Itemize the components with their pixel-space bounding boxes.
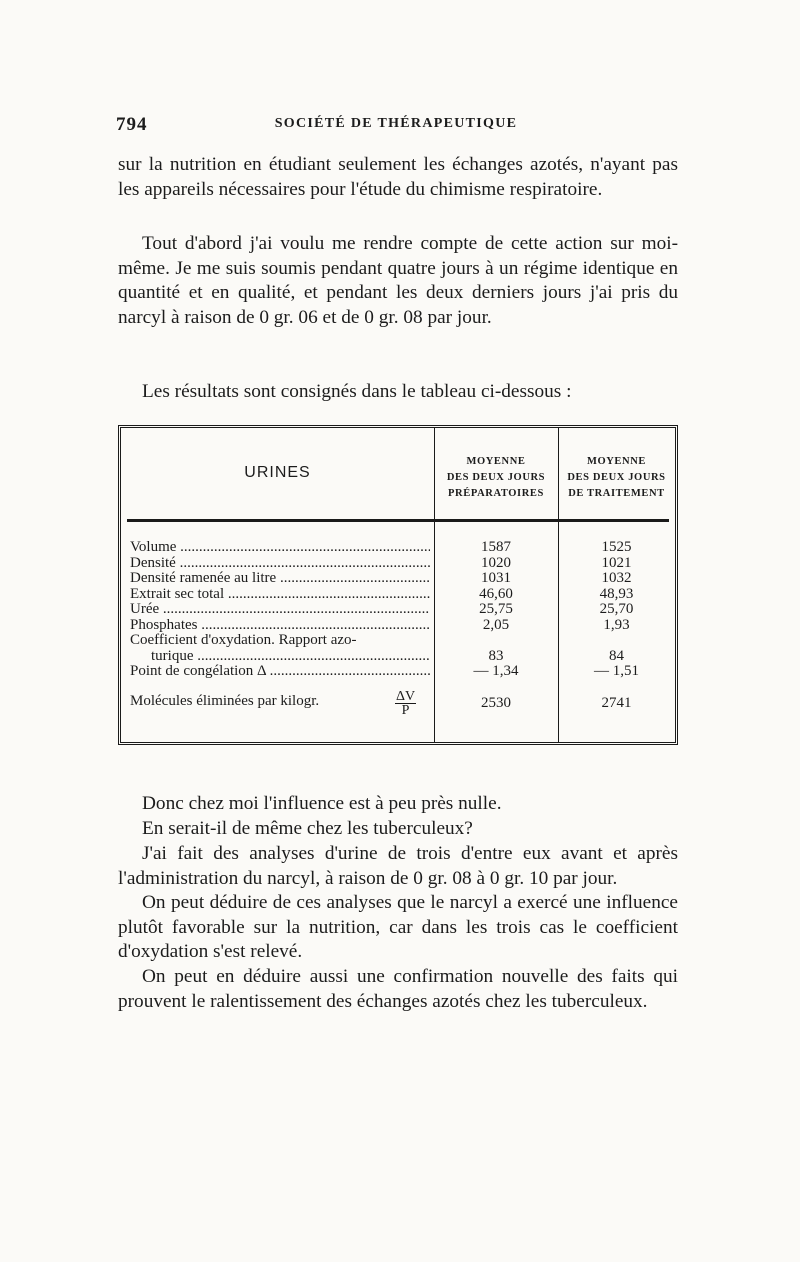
value-preparatory: 2,05: [482, 616, 510, 633]
header-line: PRÉPARATOIRES: [448, 488, 544, 499]
table-row: [121, 587, 675, 603]
table-row: [121, 664, 675, 680]
value-preparatory: — 1,34: [473, 663, 519, 679]
row-label: Coefficient d'oxydation. Rapport azo-: [130, 633, 357, 648]
value-preparatory: 83: [488, 647, 504, 664]
row-label: Densité ramenée au litre .....: [130, 571, 430, 587]
value-treatment: 48,93: [599, 585, 634, 602]
row-label: Extrait sec total .....: [130, 587, 430, 603]
value-preparatory: 1587: [481, 539, 511, 555]
value-preparatory: 2530: [481, 694, 511, 711]
table-row: [121, 571, 675, 587]
value-treatment: — 1,51: [594, 663, 639, 679]
table-header-urines: URINES: [244, 464, 311, 481]
paragraph-1: sur la nutrition en étudiant seulement les échanges azotés, n'ayant pas les appareils nécessaires pour l'étude du chimisme respiratoire.: [118, 154, 678, 200]
table-header-preparatory: [434, 454, 558, 502]
row-label: Urée .....: [130, 602, 430, 618]
page-number: 794: [116, 114, 148, 135]
paragraph-3: Les résultats sont consignés dans le tableau ci-dessous :: [142, 381, 572, 402]
table-row: [121, 602, 675, 618]
header-line: DES DEUX JOURS: [567, 472, 666, 483]
table-row: [121, 633, 675, 649]
table-row: [121, 540, 675, 556]
row-label: Densité .....: [130, 556, 430, 572]
row-label: Molécules éliminées par kilogr.: [130, 693, 320, 709]
row-label: Point de congélation Δ .....: [130, 664, 430, 680]
table-row: [121, 556, 675, 572]
row-label: turique .....: [151, 649, 430, 665]
header-line: DE TRAITEMENT: [568, 488, 665, 499]
header-line: MOYENNE: [586, 456, 647, 467]
table-row: [121, 649, 675, 665]
table-header-rule: [127, 519, 669, 522]
results-table: [118, 425, 678, 745]
row-label: Phosphates .....: [130, 618, 430, 634]
value-treatment: 1,93: [603, 616, 630, 633]
fraction-denominator: P: [401, 702, 410, 718]
table-header-treatment: [558, 454, 675, 502]
fraction-numerator: ΔV: [396, 688, 416, 704]
value-treatment: 1021: [601, 554, 632, 571]
value-treatment: 84: [609, 647, 624, 664]
value-preparatory: 1031: [481, 570, 511, 586]
paragraph-6: J'ai fait des analyses d'urine de trois d'entre eux avant et après l'administration du narcyl, à raison de 0 gr. 08 à 0 gr. 10 par jour.: [118, 843, 678, 889]
paragraph-8: On peut en déduire aussi une confirmation nouvelle des faits qui prouvent le ralentissement des échanges azotés chez les tuberculeux.: [118, 966, 678, 1012]
row-label: Volume .....: [130, 540, 430, 556]
value-preparatory: 1020: [481, 554, 511, 571]
value-preparatory: 25,75: [479, 601, 513, 617]
paragraph-5: En serait-il de même chez les tuberculeux?: [142, 818, 473, 839]
value-treatment: 25,70: [599, 601, 634, 617]
running-head: SOCIÉTÉ DE THÉRAPEUTIQUE: [274, 116, 518, 131]
value-treatment: 2741: [601, 694, 632, 711]
paragraph-4: Donc chez moi l'influence est à peu près nulle.: [142, 793, 502, 814]
paragraph-2: Tout d'abord j'ai voulu me rendre compte de cette action sur moi-même. Je me suis soumis pendant quatre jours à un régime identique en quantité et en qualité, et pendant les deux derniers jours j'ai pris du narcyl à raison de 0 gr. 06 et de 0 gr. 08 par jour.: [118, 233, 678, 328]
fraction: [395, 690, 416, 717]
page-header: [116, 114, 676, 138]
table-row: [121, 680, 675, 718]
table-row: [121, 618, 675, 634]
value-preparatory: 46,60: [479, 585, 513, 602]
value-treatment: 1032: [601, 570, 632, 586]
header-line: DES DEUX JOURS: [446, 472, 546, 483]
table-body: [121, 539, 675, 718]
value-treatment: 1525: [601, 539, 632, 555]
header-line: MOYENNE: [466, 456, 526, 467]
paragraph-7: On peut déduire de ces analyses que le narcyl a exercé une influence plutôt favorable sur la nutrition, car dans les trois cas le coefficient d'oxydation s'est relevé.: [118, 892, 678, 962]
